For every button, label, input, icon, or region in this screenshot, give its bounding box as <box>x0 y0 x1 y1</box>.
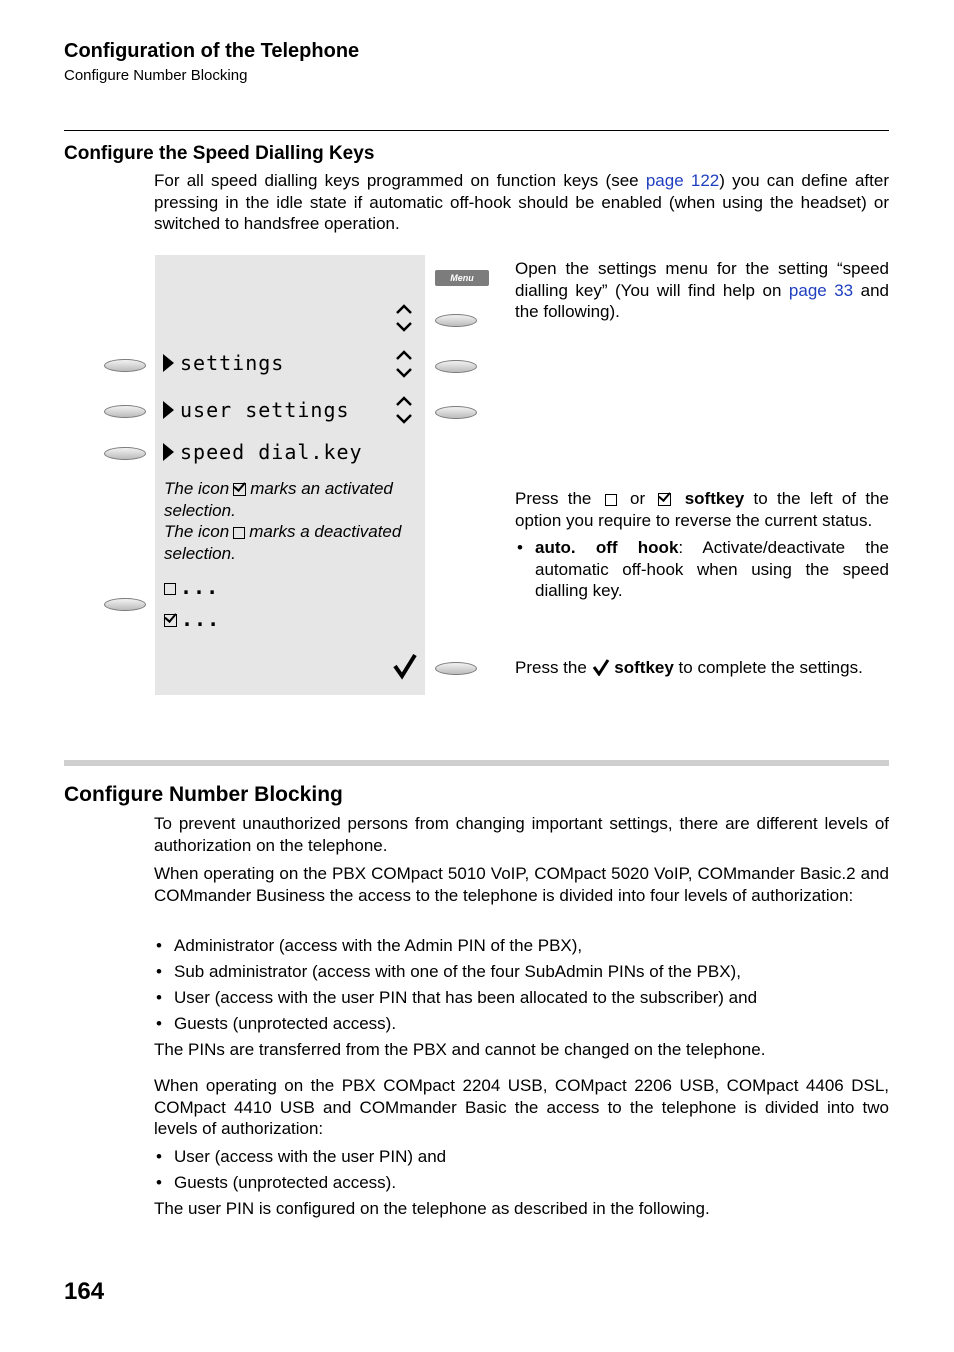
checkmark-icon <box>392 652 418 680</box>
intro-text-a: For all speed dialling keys programmed on function keys (see <box>154 171 646 190</box>
speed-dial-intro <box>154 170 889 235</box>
page-33-link[interactable]: page 33 <box>788 280 854 300</box>
step-open-menu <box>515 258 889 323</box>
step3-text-b: to complete the settings. <box>678 658 863 677</box>
list-item: • Sub administrator (access with one of the four SubAdmin PINs of the PBX), <box>154 961 889 982</box>
step3-text-a: Press the <box>515 658 587 677</box>
blocking-list-1 <box>154 935 889 1039</box>
header-rule <box>64 130 889 131</box>
checkbox-empty-icon <box>164 583 176 595</box>
running-header-subtitle: Configure Number Blocking <box>64 67 248 84</box>
lcd-note <box>164 478 417 564</box>
softkey-left-2[interactable] <box>104 405 146 418</box>
lcd-item-label: settings <box>180 351 285 375</box>
blocking-p1: To prevent unauthorized persons from changing important settings, there are different levels of authorization on the telephone. <box>154 814 889 855</box>
intro-text-b: ) you can define after pressing in the idle state if automatic off-hook should be enabled (when using the headset) or switched to handsfree operation. <box>154 171 889 233</box>
triangle-pointer-icon <box>163 443 174 461</box>
page-number: 164 <box>64 1278 105 1305</box>
softkey-right-1[interactable] <box>435 314 477 327</box>
lcd-item-label: user settings <box>180 398 350 422</box>
option-dots: ... <box>180 575 220 599</box>
lcd-item-speed-dial-key[interactable] <box>163 440 363 464</box>
note-text: marks a deactivated selection. <box>164 522 402 563</box>
note-text: The icon <box>164 522 230 541</box>
softkey-right-confirm[interactable] <box>435 662 477 675</box>
checkbox-checked-icon <box>658 493 671 506</box>
blocking-heading: Configure Number Blocking <box>64 783 343 806</box>
up-down-arrow-icon <box>394 347 414 381</box>
triangle-pointer-icon <box>163 401 174 419</box>
step1-text-a: Open the settings menu for the setting “speed dialling key” (You will find help on <box>515 259 889 300</box>
lcd-option-unchecked[interactable] <box>164 575 219 599</box>
lcd-item-settings[interactable] <box>163 351 284 375</box>
auto-off-hook-label: auto. off hook <box>535 538 679 557</box>
step2-softkey: softkey <box>684 489 745 508</box>
blocking-p5: The user PIN is configured on the telephone as described in the following. <box>154 1199 710 1218</box>
softkey-left-3[interactable] <box>104 447 146 460</box>
menu-key[interactable]: Menu <box>435 270 489 286</box>
checkmark-icon <box>592 658 610 676</box>
note-text: The icon <box>164 479 230 498</box>
blocking-p3: The PINs are transferred from the PBX and cannot be changed on the telephone. <box>154 1040 766 1059</box>
note-text: marks an activated selection. <box>164 479 393 520</box>
running-header-title: Configuration of the Telephone <box>64 40 360 62</box>
up-down-arrow-icon <box>394 393 414 427</box>
checkbox-empty-icon <box>605 494 617 506</box>
step-toggle <box>515 488 889 602</box>
softkey-right-2[interactable] <box>435 360 477 373</box>
softkey-left-1[interactable] <box>104 359 146 372</box>
speed-dial-heading: Configure the Speed Dialling Keys <box>64 143 375 164</box>
step-confirm <box>515 657 889 679</box>
step2-text-b: to the left of the option you require to reverse the current status. <box>515 489 889 530</box>
list-item: • Guests (unprotected access). <box>154 1013 889 1034</box>
step2-text-a: Press the <box>515 489 592 508</box>
checkbox-checked-icon <box>164 614 177 627</box>
list-item: • Administrator (access with the Admin PIN of the PBX), <box>154 935 889 956</box>
auto-off-hook-desc: : Activate/deactivate the automatic off-hook when using the speed dialling key. <box>535 538 889 600</box>
blocking-p2: When operating on the PBX COMpact 5010 VoIP, COMpact 5020 VoIP, COMmander Basic.2 and COMmander Business the access to the telephone is divided into four levels of authorization: <box>154 864 889 905</box>
option-dots: ... <box>181 607 221 631</box>
step2-or: or <box>629 489 646 508</box>
lcd-item-label: speed dial.key <box>180 440 363 464</box>
checkbox-empty-icon <box>233 527 245 539</box>
triangle-pointer-icon <box>163 354 174 372</box>
softkey-right-3[interactable] <box>435 406 477 419</box>
up-down-arrow-icon <box>394 301 414 335</box>
section-separator <box>64 760 889 766</box>
blocking-list-2 <box>154 1146 889 1198</box>
step1-text-b: and the following). <box>515 280 889 321</box>
checkbox-checked-icon <box>233 483 246 496</box>
auto-off-hook-bullet <box>515 537 889 602</box>
blocking-p4: When operating on the PBX COMpact 2204 USB, COMpact 2206 USB, COMpact 4406 DSL, COMpact 4410 USB and COMmander Basic the access to the telephone is divided into two levels of authorization: <box>154 1076 889 1138</box>
step3-softkey: softkey <box>614 658 674 677</box>
list-item: • User (access with the user PIN) and <box>154 1146 889 1167</box>
lcd-item-user-settings[interactable] <box>163 398 350 422</box>
list-item: • Guests (unprotected access). <box>154 1172 889 1193</box>
page-122-link[interactable]: page 122 <box>645 171 720 190</box>
lcd-option-checked[interactable] <box>164 607 220 631</box>
softkey-left-4[interactable] <box>104 598 146 611</box>
list-item: • User (access with the user PIN that has been allocated to the subscriber) and <box>154 987 889 1008</box>
